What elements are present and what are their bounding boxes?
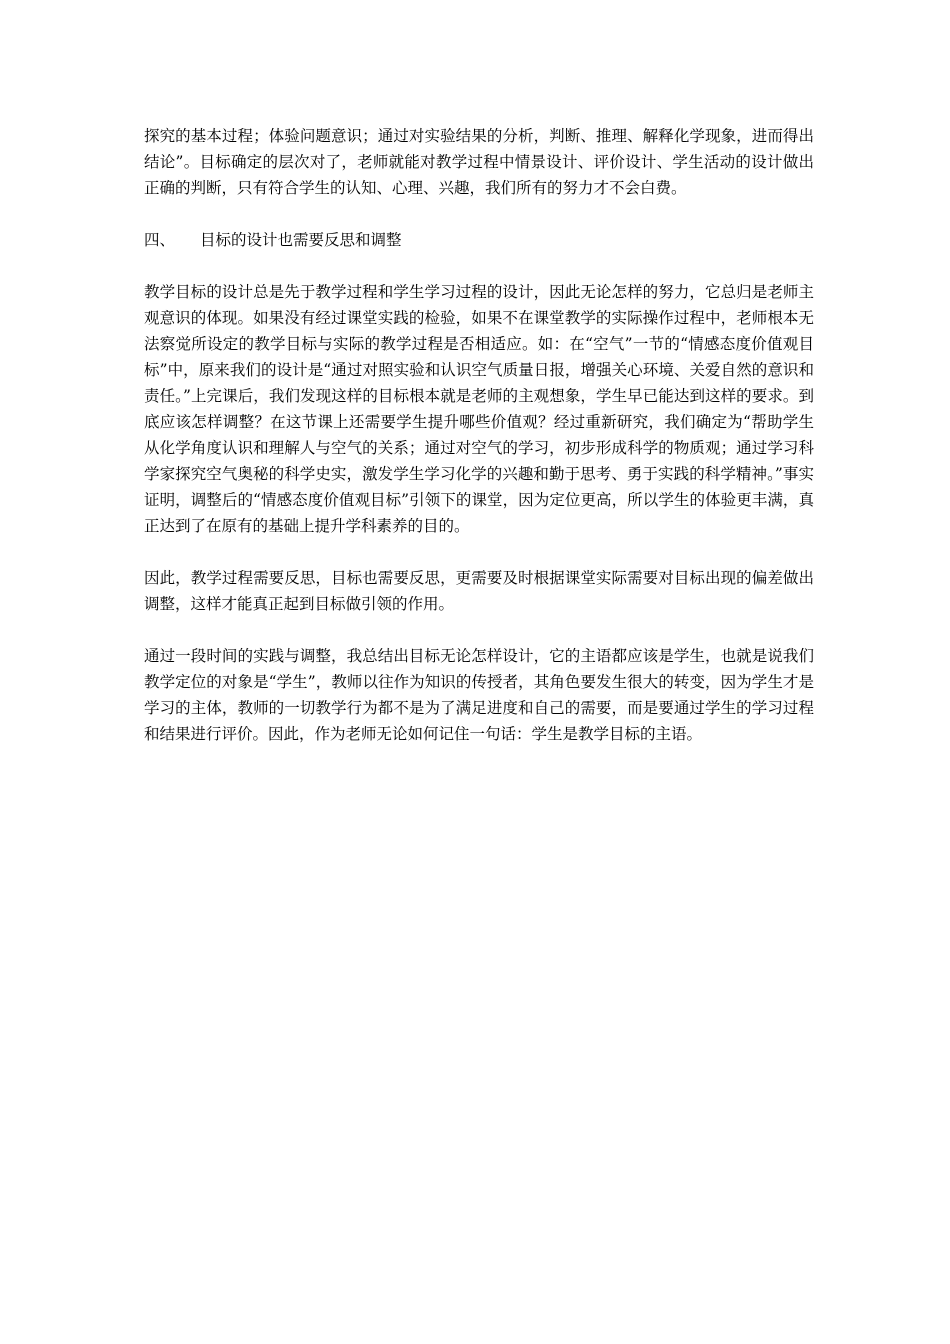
paragraph-goal-design: 教学目标的设计总是先于教学过程和学生学习过程的设计，因此无论怎样的努力，它总归是老师主观意识的体现。如果没有经过课堂实践的检验，如果不在课堂教学的实际操作过程中，老师根本无法察觉所设定的教学目标与实际的教学过程是否相适应。如：在“空气”一节的“情感态度价值观目标”中，原来我们的设计是“通过对照实验和认识空气质量日报，增强关心环境、关爱自然的意识和责任。”上完课后，我们发现这样的目标根本就是老师的主观想象，学生早已能达到这样的要求。到底应该怎样调整？在这节课上还需要学生提升哪些价值观？经过重新研究，我们确定为“帮助学生从化学角度认识和理解人与空气的关系；通过对空气的学习，初步形成科学的物质观；通过学习科学家探究空气奥秘的科学史实，激发学生学习化学的兴趣和勤于思考、勇于实践的科学精神。”事实证明，调整后的“情感态度价值观目标”引领下的课堂，因为定位更高，所以学生的体验更丰满，真正达到了在原有的基础上提升学科素养的目的。 bbox=[144, 283, 814, 535]
section-heading bbox=[144, 227, 814, 253]
paragraph-intro: 探究的基本过程；体验问题意识；通过对实验结果的分析，判断、推理、解释化学现象，进而得出结论”。目标确定的层次对了，老师就能对教学过程中情景设计、评价设计、学生活动的设计做出正确的判断，只有符合学生的认知、心理、兴趣，我们所有的努力才不会白费。 bbox=[144, 127, 814, 197]
section-title: 目标的设计也需要反思和调整 bbox=[200, 231, 402, 249]
section-number: 四、 bbox=[144, 231, 176, 249]
document-page bbox=[144, 123, 814, 773]
paragraph-conclusion: 通过一段时间的实践与调整，我总结出目标无论怎样设计，它的主语都应该是学生，也就是说我们教学定位的对象是“学生”，教师以往作为知识的传授者，其角色要发生很大的转变，因为学生才是学习的主体，教师的一切教学行为都不是为了满足进度和自己的需要，而是要通过学生的学习过程和结果进行评价。因此，作为老师无论如何记住一句话：学生是教学目标的主语。 bbox=[144, 647, 814, 743]
paragraph-reflection: 因此，教学过程需要反思，目标也需要反思，更需要及时根据课堂实际需要对目标出现的偏差做出调整，这样才能真正起到目标做引领的作用。 bbox=[144, 569, 814, 613]
